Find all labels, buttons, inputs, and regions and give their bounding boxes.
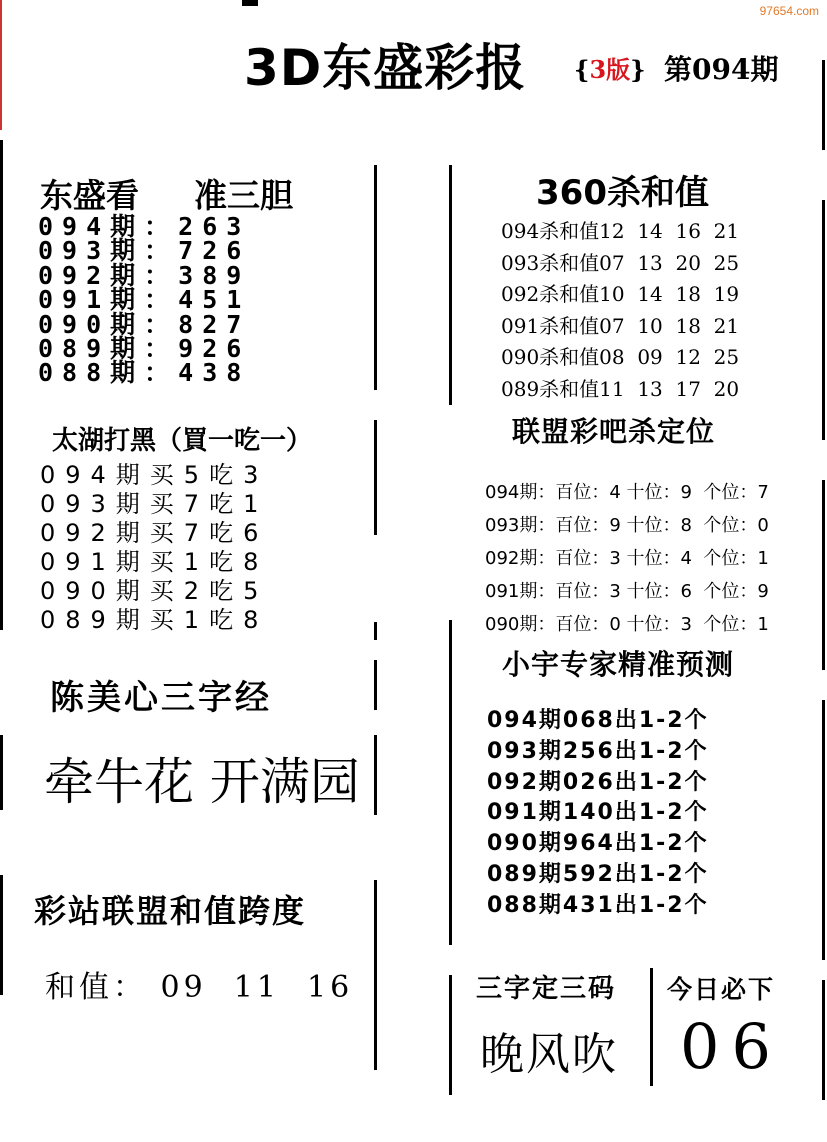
list-item: 091期：451 bbox=[38, 285, 251, 315]
chenmeixin-title: 陈美心三字经 bbox=[50, 678, 272, 718]
list-item: 093杀和值07 13 20 25 bbox=[501, 250, 740, 275]
list-item: 089期：926 bbox=[38, 334, 251, 364]
edition-open-brace: { bbox=[574, 55, 590, 84]
list-item: 094期买5吃3 bbox=[40, 461, 269, 489]
left-border-upper bbox=[0, 140, 3, 630]
list-item: 090期买2吃5 bbox=[40, 577, 269, 605]
sha360-title: 360杀和值 bbox=[536, 173, 709, 213]
dongsheng-title bbox=[40, 170, 293, 217]
divider-left-4 bbox=[374, 660, 377, 710]
jinri-title: 今日必下 bbox=[667, 975, 776, 1004]
dongsheng-title-part1: 东盛看 bbox=[40, 176, 139, 215]
sanzi-text: 晚风吹 bbox=[480, 1029, 618, 1080]
list-item: 094期068出1-2个 bbox=[487, 708, 709, 733]
divider-sanzi-jinri bbox=[650, 968, 653, 1086]
left-border-lower bbox=[0, 875, 3, 995]
lianmeng-list bbox=[485, 476, 769, 641]
list-item: 091杀和值07 10 18 21 bbox=[501, 313, 740, 338]
dongsheng-title-part2: 准三胆 bbox=[194, 176, 293, 215]
right-border-5 bbox=[822, 980, 825, 1100]
list-item: 092期026出1-2个 bbox=[487, 769, 709, 795]
edition-badge bbox=[574, 50, 646, 85]
divider-right-1 bbox=[449, 165, 452, 405]
taihu-list bbox=[40, 461, 268, 635]
divider-left-1 bbox=[374, 165, 377, 390]
caizhan-text: 和值： 09 11 16 bbox=[45, 970, 354, 1005]
edition-label: 3版 bbox=[589, 55, 631, 84]
chenmeixin-text: 牵牛花 开满园 bbox=[44, 753, 360, 811]
list-item: 092期：389 bbox=[38, 260, 251, 290]
list-item: 092杀和值10 14 18 19 bbox=[501, 282, 740, 306]
divider-left-6 bbox=[374, 880, 377, 1070]
right-border-1 bbox=[822, 60, 825, 150]
list-item: 093期：726 bbox=[38, 236, 251, 266]
list-item: 090杀和值08 09 12 25 bbox=[501, 345, 740, 369]
list-item: 088期：438 bbox=[38, 358, 251, 388]
sanzi-title: 三字定三码 bbox=[476, 974, 617, 1004]
xiaozi-list bbox=[487, 706, 709, 922]
list-item: 089期买1吃8 bbox=[40, 606, 269, 634]
list-item: 093期256出1-2个 bbox=[487, 738, 709, 764]
list-item: 091期：百位：3 十位：6 个位：9 bbox=[485, 581, 769, 602]
list-item: 091期140出1-2个 bbox=[487, 800, 709, 826]
list-item: 090期：827 bbox=[38, 309, 251, 339]
watermark: 97654.com bbox=[759, 4, 819, 18]
jinri-text: 06 bbox=[680, 1010, 783, 1083]
list-item: 094杀和值12 14 16 21 bbox=[501, 219, 740, 243]
list-item: 090期964出1-2个 bbox=[487, 831, 709, 857]
list-item: 091期买1吃8 bbox=[40, 548, 269, 576]
divider-right-2 bbox=[449, 620, 452, 945]
divider-right-3 bbox=[449, 975, 452, 1095]
list-item: 093期买7吃1 bbox=[40, 490, 269, 518]
dongsheng-list bbox=[38, 212, 251, 388]
top-mark bbox=[242, 0, 258, 6]
divider-left-5 bbox=[374, 735, 377, 815]
list-item: 090期：百位：0 十位：3 个位：1 bbox=[485, 614, 769, 635]
list-item: 092期：百位：3 十位：4 个位：1 bbox=[485, 548, 769, 569]
right-border-4 bbox=[822, 700, 825, 960]
list-item: 094期：百位：4 十位：9 个位：7 bbox=[485, 482, 769, 503]
list-item: 089杀和值11 13 17 20 bbox=[501, 376, 740, 401]
left-border-mid bbox=[0, 735, 3, 810]
list-item: 088期431出1-2个 bbox=[487, 892, 709, 918]
sha360-list bbox=[501, 216, 739, 405]
taihu-title: 太湖打黑（買一吃一） bbox=[52, 426, 313, 456]
list-item: 092期买7吃6 bbox=[40, 519, 269, 547]
right-border-3 bbox=[822, 480, 825, 670]
xiaozi-title: 小宇专家精准预测 bbox=[502, 648, 735, 681]
lianmeng-title: 联盟彩吧杀定位 bbox=[512, 415, 716, 448]
issue-number: 第094期 bbox=[664, 53, 779, 86]
list-item: 089期592出1-2个 bbox=[487, 861, 709, 887]
caizhan-title: 彩站联盟和值跨度 bbox=[34, 892, 307, 930]
list-item: 094期：263 bbox=[38, 212, 251, 241]
left-edge-line bbox=[0, 0, 2, 130]
divider-left-3 bbox=[374, 622, 377, 640]
edition-close-brace: } bbox=[630, 55, 646, 84]
list-item: 093期：百位：9 十位：8 个位：0 bbox=[485, 515, 769, 536]
right-border-2 bbox=[822, 200, 825, 440]
page-title: 3D东盛彩报 bbox=[244, 39, 527, 97]
divider-left-2 bbox=[374, 420, 377, 535]
